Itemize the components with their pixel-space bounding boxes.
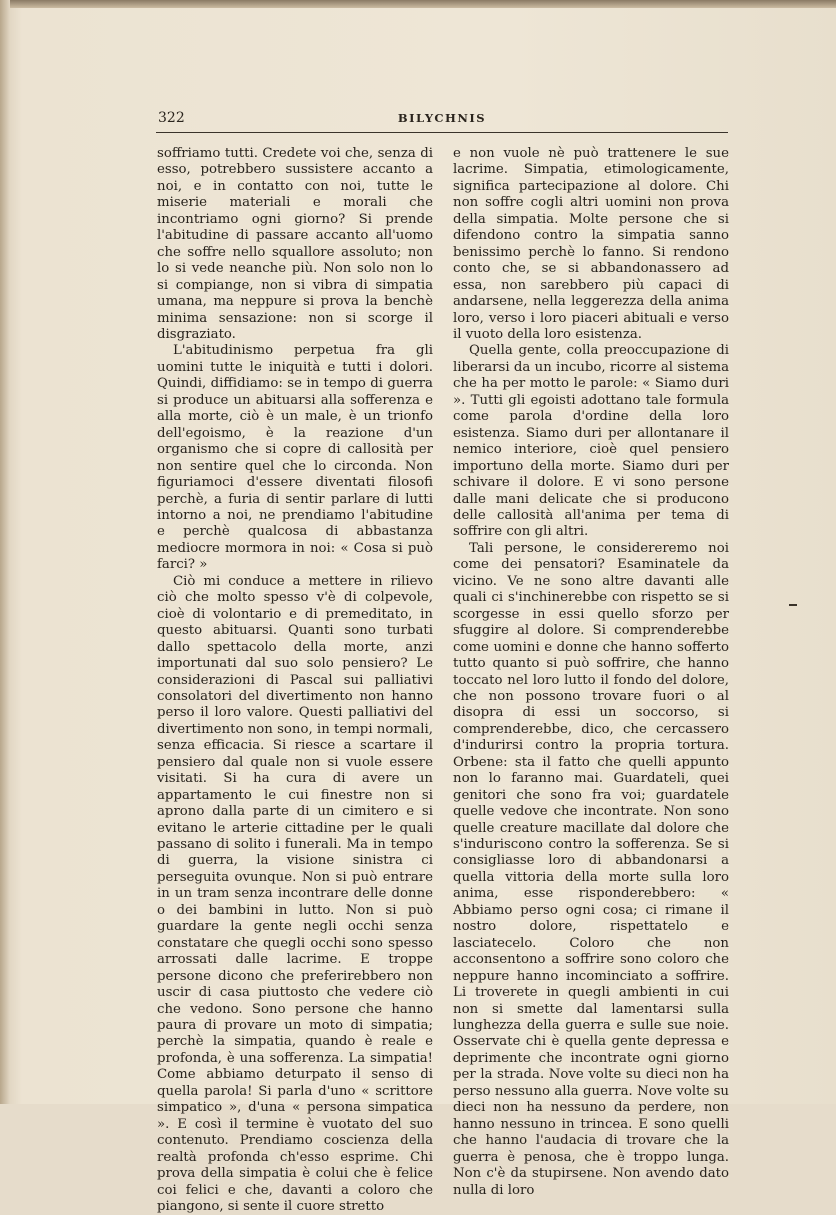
page-binding-edge xyxy=(0,0,10,1104)
margin-mark xyxy=(789,604,797,606)
paragraph: L'abitudinismo perpetua fra gli uomini tutte le iniquità e tutti i dolori. Quindi, diffidiamo: se in tempo di guerra si produce un abituarsi alla sofferenza e alla morte, ciò è un male, è un trionfo dell'egoismo, è la reazione d'un organismo che si copre di callosità per non sentire quel che lo circonda. Non figuriamoci d'essere diventati filosofi perchè, a furia di sentir parlare di lutti intorno a noi, ne prendiamo l'abitudine e perchè qualcosa di abbastanza mediocre mormora in noi: « Cosa si può farci? » xyxy=(157,343,433,573)
text-column-left xyxy=(157,146,433,1215)
paragraph: e non vuole nè può trattenere le sue lacrime. Simpatia, etimologicamente, significa partecipazione al dolore. Chi non soffre cogli altri uomini non prova della simpatia. Molte persone che si difendono contro la simpatia sanno benissimo perchè lo fanno. Si rendono conto che, se si abbandonassero ad essa, non sarebbero più capaci di andarsene, nella leggerezza della anima loro, verso i loro piaceri abituali e verso il vuoto della loro esistenza. xyxy=(453,146,729,342)
text-column-right xyxy=(453,146,729,1199)
paragraph: Ciò mi conduce a mettere in rilievo ciò che molto spesso v'è di colpevole, cioè di volontario e di premeditato, in questo abituarsi. Quanti sono turbati dallo spettacolo della morte, anzi importunati dal suo solo pensiero? Le considerazioni di Pascal sui palliativi consolatori del divertimento non hanno perso il loro valore. Questi palliativi del divertimento non sono, in tempi normali, senza efficacia. Si riesce a scartare il pensiero dal quale non si vuole essere visitati. Si ha cura di avere un appartamento le cui finestre non si aprono dalla parte di un cimitero e si evitano le arterie cittadine per le quali passano di solito i funerali. Ma in tempo di guerra, la visione sinistra ci perseguita ovunque. Non si può entrare in un tram senza incontrare delle donne o dei bambini in lutto. Non si può guardare la gente negli occhi senza constatare che quegli occhi sono spesso arrossati dalle lacrime. E troppe persone dicono che preferirebbero non uscir di casa piuttosto che vedere ciò che vedono. Sono persone che hanno paura di provare un moto di simpatia; perchè la simpatia, quando è reale e profonda, è una sofferenza. La simpatia! Come abbiamo deturpato il senso di quella parola! Si parla d'uno « scrittore simpatico », d'una « persona simpatica ». E così il termine è vuotato del suo contenuto. Prendiamo coscienza della realtà profonda ch'esso esprime. Chi prova della simpatia è colui che è felice coi felici e che, davanti a coloro che piangono, si sente il cuore stretto xyxy=(157,573,433,1214)
running-header xyxy=(156,110,728,133)
paragraph: soffriamo tutti. Credete voi che, senza di esso, potrebbero sussistere accanto a noi, e in contatto con noi, tutte le miserie materiali e morali che incontriamo ogni giorno? Si prende l'abitudine di passare accanto all'uomo che soffre nello squallore assoluto; non lo si vede neanche più. Non solo non lo si compiange, non si vibra di simpatia umana, ma neppure si prova la benchè minima sensazione: non si scorge il disgraziato. xyxy=(157,146,433,342)
page-top-edge xyxy=(0,0,836,8)
page-number: 322 xyxy=(158,110,185,126)
paragraph: Tali persone, le considereremo noi come dei pensatori? Esaminatele da vicino. Ve ne sono altre davanti alle quali ci s'inchinerebbe con rispetto se si scorgesse in essi quello sforzo per sfuggire al dolore. Si comprenderebbe come uomini e donne che hanno sofferto tutto quanto si può soffrire, che hanno toccato nel loro lutto il fondo del dolore, che non possono trovare fuori o al disopra di essi un soccorso, si comprenderebbe, dico, che cercassero d'indurirsi contro la propria tortura. Orbene: sta il fatto che quelli appunto non lo faranno mai. Guardateli, quei genitori che sono fra voi; guardatele quelle vedove che incontrate. Non sono quelle creature macillate dal dolore che s'induriscono contro la sofferenza. Se si consigliasse loro di abbandonarsi a quella vittoria della morte sulla loro anima, esse risponderebbero: « Abbiamo perso ogni cosa; ci rimane il nostro dolore, rispettatelo e lasciatecelo. Coloro che non acconsentono a soffrire sono coloro che neppure hanno incominciato a soffrire. Li troverete in quegli ambienti in cui non si smette dal lamentarsi sulla lunghezza della guerra e sulle sue noie. Osservate chi è quella gente depressa e deprimente che incontrate ogni giorno per la strada. Nove volte su dieci non ha perso nessuno alla guerra. Nove volte su dieci non ha nessuno da perdere, non hanno nessuno in trincea. E sono quelli che hanno l'audacia di trovare che la guerra è penosa, che è troppo lunga. Non c'è da stupirsene. Non avendo dato nulla di loro xyxy=(453,540,729,1198)
journal-title: BILYCHNIS xyxy=(397,111,487,125)
paragraph: Quella gente, colla preoccupazione di liberarsi da un incubo, ricorre al sistema che ha per motto le parole: « Siamo duri ». Tutti gli egoisti adottano tale formula come parola d'ordine della loro esistenza. Siamo duri per allontanare il nemico interiore, cioè quel pensiero importuno della morte. Siamo duri per schivare il dolore. E vi sono persone dalle mani delicate che si producono delle callosità all'anima per tema di soffrire con gli altri. xyxy=(453,343,729,540)
